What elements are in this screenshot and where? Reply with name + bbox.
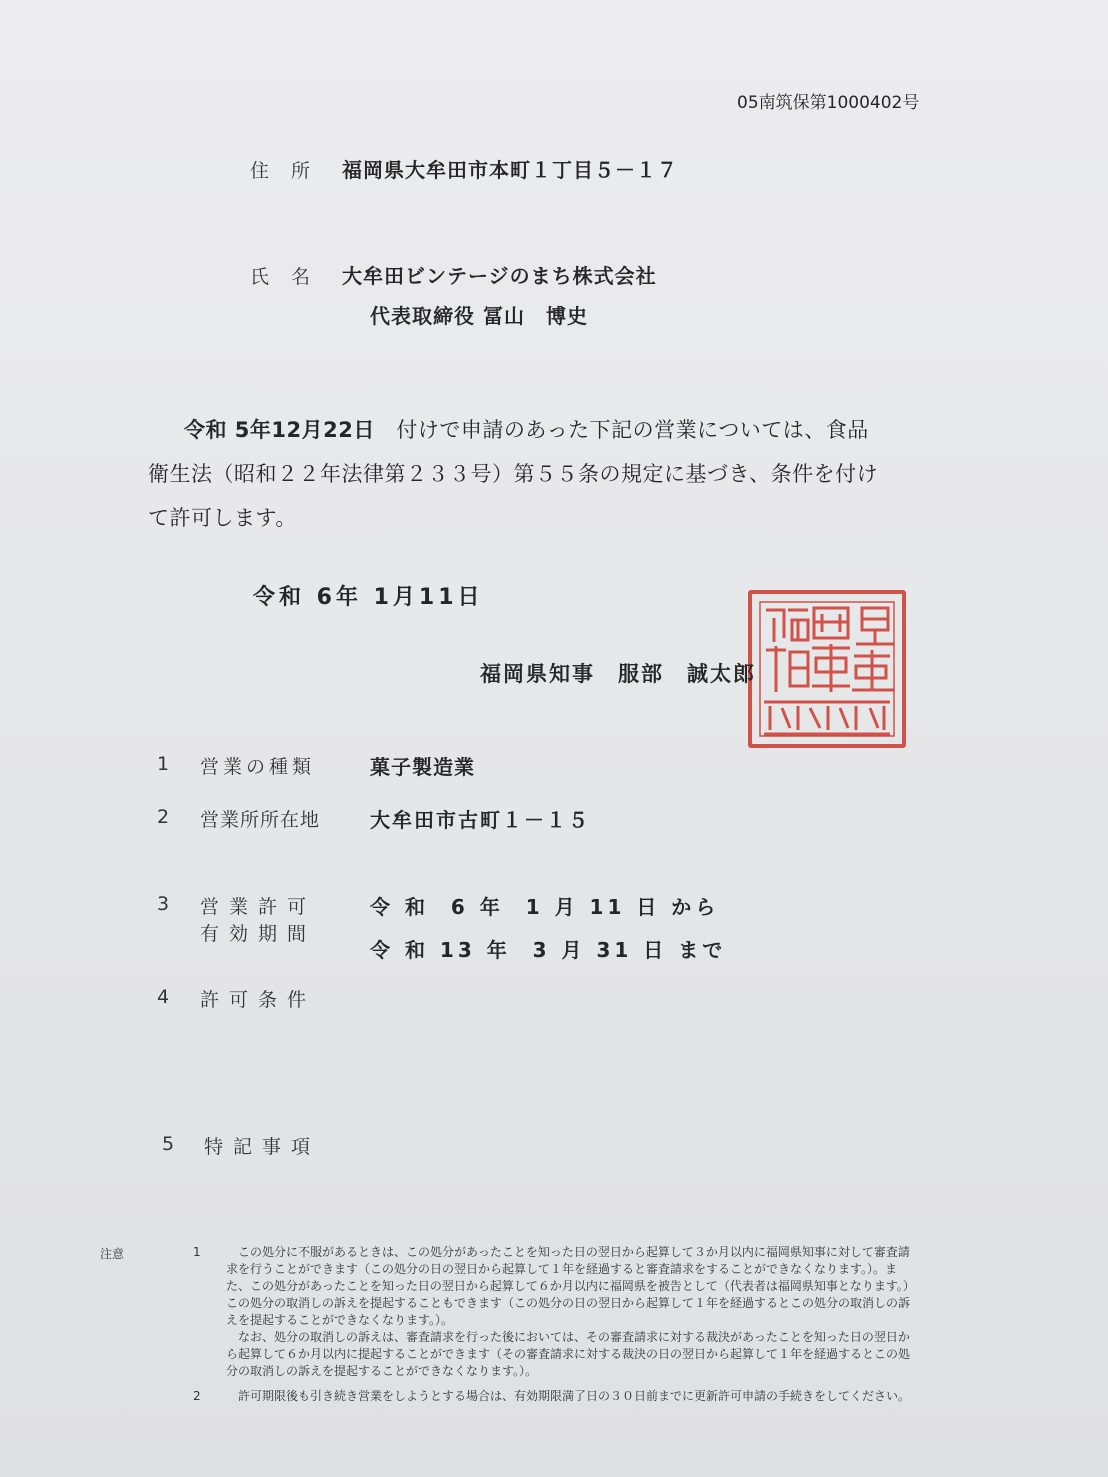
note-number-1: 1	[193, 1245, 201, 1259]
issue-date: 令和 6年 1月11日	[253, 585, 484, 610]
item-number-1: 1	[157, 753, 170, 775]
body-line-1: 付けで申請のあった下記の営業については、食品	[396, 418, 869, 442]
item-number-2: 2	[157, 806, 170, 828]
item-label-validity-2: 有効期間	[200, 923, 317, 945]
governor-name: 福岡県知事 服部 誠太郎	[480, 662, 756, 686]
note-2-text	[226, 1388, 912, 1405]
body-line-2: 衛生法（昭和２２年法律第２３３号）第５５条の規定に基づき、条件を付け	[148, 462, 879, 486]
validity-start: 令 和 6 年 1 月 11 日 から	[370, 895, 720, 919]
document-number: 05南筑保第1000402号	[737, 93, 920, 113]
name-label: 氏 名	[250, 266, 319, 288]
note-2-paragraph: 許可期限後も引き続き営業をしようとする場合は、有効期限満了日の３０日前までに更新許可申請の手続きをしてください。	[238, 1389, 911, 1403]
item-label-location: 営業所所在地	[200, 809, 321, 831]
item-number-4: 4	[157, 986, 170, 1008]
body-line-3: て許可します。	[148, 506, 297, 530]
note-1-paragraph-2: なお、処分の取消しの訴えは、審査請求を行った後においては、その審査請求に対する裁決があったことを知った日の翌日から起算して６か月以内に提起することができます（その審査請求に対する裁決の日の翌日から起算して１年を経過するとこの処分の取消しの訴えを提起することができなくなります。）。	[226, 1330, 911, 1378]
validity-end: 令 和 13 年 3 月 31 日 まで	[370, 938, 727, 962]
notes-heading: 注意	[100, 1247, 125, 1261]
location-value: 大牟田市古町１－１５	[370, 808, 590, 832]
prefecture-seal	[748, 590, 906, 748]
representative-name: 代表取締役 冨山 博史	[370, 304, 588, 328]
address-label: 住 所	[250, 160, 319, 182]
note-1-text	[226, 1244, 912, 1380]
item-label-special-notes: 特記事項	[204, 1136, 321, 1158]
company-name: 大牟田ビンテージのまち株式会社	[342, 264, 657, 288]
item-number-5: 5	[162, 1133, 175, 1155]
note-number-2: 2	[193, 1389, 201, 1403]
item-label-business-type: 営業の種類	[200, 756, 316, 778]
body-paragraph	[148, 408, 958, 540]
business-type-value: 菓子製造業	[370, 755, 475, 779]
item-label-validity: 営業許可	[200, 896, 317, 918]
item-number-3: 3	[157, 893, 170, 915]
application-date: 令和 5年12月22日	[184, 418, 375, 442]
address-value: 福岡県大牟田市本町１丁目５－１７	[342, 158, 678, 182]
seal-stamp-icon	[752, 594, 902, 744]
note-1-paragraph: この処分に不服があるときは、この処分があったことを知った日の翌日から起算して３か月以内に福岡県知事に対して審査請求を行うことができます（この処分の日の翌日から起算して１年を経過すると審査請求をすることができなくなります。）。また、この処分があったことを知った日の翌日から起算して６か月以内に福岡県を被告として（代表者は福岡県知事となります。）この処分の取消しの訴えを提起することもできます（この処分の日の翌日から起算して１年を経過するとこの処分の取消しの訴えを提起することができなくなります。）。	[226, 1245, 911, 1327]
item-label-conditions: 許可条件	[200, 989, 317, 1011]
